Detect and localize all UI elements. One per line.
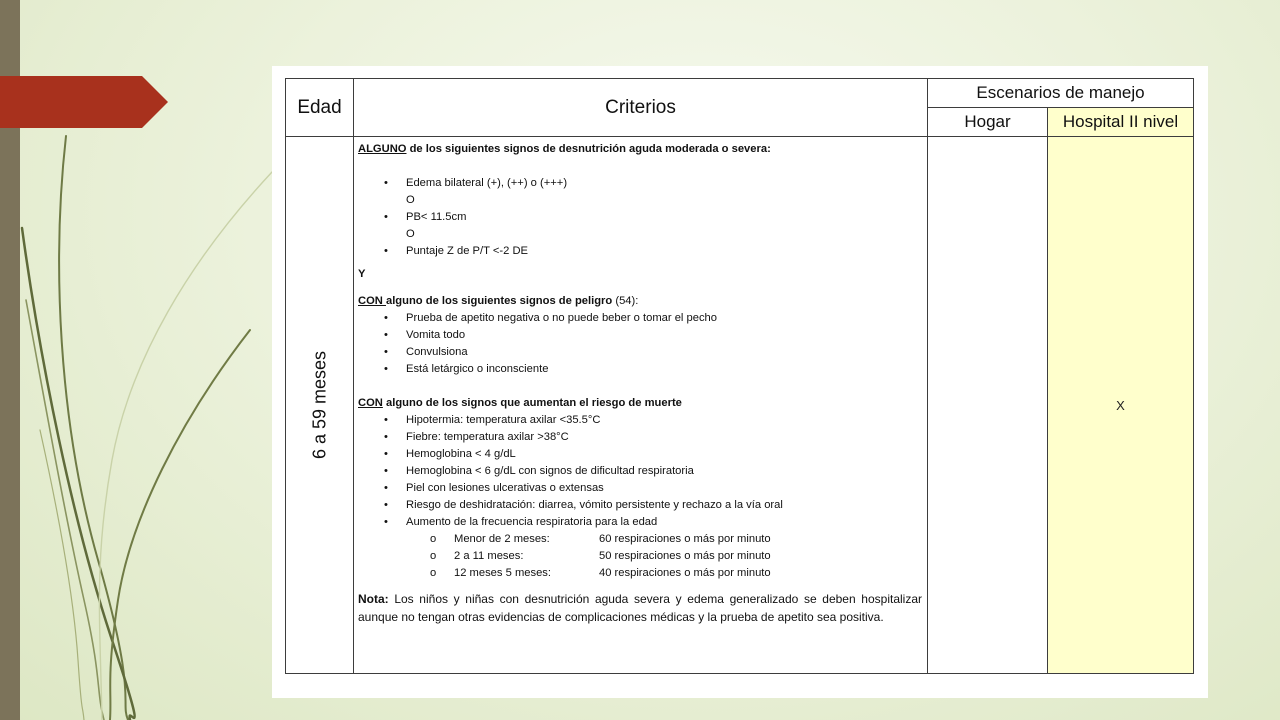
list-item: • Puntaje Z de P/T <-2 DE <box>358 243 922 260</box>
list-item: • Piel con lesiones ulcerativas o extensas <box>358 480 922 497</box>
subitem-marker: o <box>430 567 437 579</box>
block2-lead-ref: (54): <box>612 295 639 307</box>
connector-text: O <box>406 228 415 240</box>
subitem-value: 60 respiraciones o más por minuto <box>599 533 771 545</box>
list-item: • Hemoglobina < 4 g/dL <box>358 446 922 463</box>
header-criterios: Criterios <box>354 79 928 137</box>
list-item: • Riesgo de deshidratación: diarrea, vómito persistente y rechazo a la vía oral <box>358 497 922 514</box>
block3-lead-emph: CON <box>358 397 383 409</box>
subitem-marker: o <box>430 550 437 562</box>
subitem-row <box>358 548 922 565</box>
block2-list <box>358 310 922 378</box>
header-escenarios: Escenarios de manejo <box>928 79 1194 108</box>
respiratory-subitems <box>358 531 922 582</box>
subitem-value: 40 respiraciones o más por minuto <box>599 567 771 579</box>
age-group-label: 6 a 59 meses <box>309 350 329 460</box>
header-hogar: Hogar <box>928 108 1048 137</box>
list-item: • Fiebre: temperatura axilar >38°C <box>358 429 922 446</box>
list-item: • Está letárgico o inconsciente <box>358 361 922 378</box>
subitem-row <box>358 531 922 548</box>
list-item: • Edema bilateral (+), (++) o (+++) <box>358 175 922 192</box>
subitem-row <box>358 565 922 582</box>
subitem-label: 2 a 11 meses: <box>454 550 524 562</box>
subitem-marker: o <box>430 533 437 545</box>
list-item: • Convulsiona <box>358 344 922 361</box>
block3-lead <box>358 395 922 412</box>
block1-list <box>358 175 922 260</box>
joiner-y: Y <box>358 268 366 280</box>
subitem-value: 50 respiraciones o más por minuto <box>599 550 771 562</box>
criteria-table-document <box>272 66 1208 698</box>
list-item: • Prueba de apetito negativa o no puede beber o tomar el pecho <box>358 310 922 327</box>
list-item: • PB< 11.5cm <box>358 209 922 226</box>
list-item: • Hipotermia: temperatura axilar <35.5°C <box>358 412 922 429</box>
header-hospital: Hospital II nivel <box>1048 108 1194 137</box>
connector-text: O <box>406 194 415 206</box>
block3-list <box>358 412 922 531</box>
list-item: • Aumento de la frecuencia respiratoria para la edad <box>358 514 922 531</box>
hospital-mark-cell: X <box>1048 137 1194 674</box>
block2-lead-rest: alguno de los siguientes signos de peligro <box>385 295 613 307</box>
block2-lead-emph: CON <box>358 295 386 307</box>
block3-lead-rest: alguno de los signos que aumentan el riesgo de muerte <box>382 397 682 409</box>
block1-lead <box>358 141 922 158</box>
note-paragraph <box>358 590 922 626</box>
management-criteria-table <box>285 78 1194 674</box>
note-label: Nota: <box>358 592 389 606</box>
slide-arrow-tab <box>0 76 168 128</box>
block2-lead <box>358 293 922 310</box>
list-item: • Hemoglobina < 6 g/dL con signos de dificultad respiratoria <box>358 463 922 480</box>
header-edad: Edad <box>286 79 354 137</box>
age-cell <box>286 137 354 674</box>
subitem-label: Menor de 2 meses: <box>454 533 550 545</box>
criteria-cell <box>354 137 928 674</box>
block1-lead-emph: ALGUNO <box>358 143 407 155</box>
hogar-cell <box>928 137 1048 674</box>
block1-lead-rest: de los siguientes signos de desnutrición aguda moderada o severa: <box>406 143 771 155</box>
subitem-label: 12 meses 5 meses: <box>454 567 552 579</box>
list-item: • Vomita todo <box>358 327 922 344</box>
note-text: Los niños y niñas con desnutrición aguda severa y edema generalizado se deben hospitalizar aunque no tengan otras evidencias de complicaciones médicas y la prueba de apetito sea positiva. <box>358 592 922 624</box>
